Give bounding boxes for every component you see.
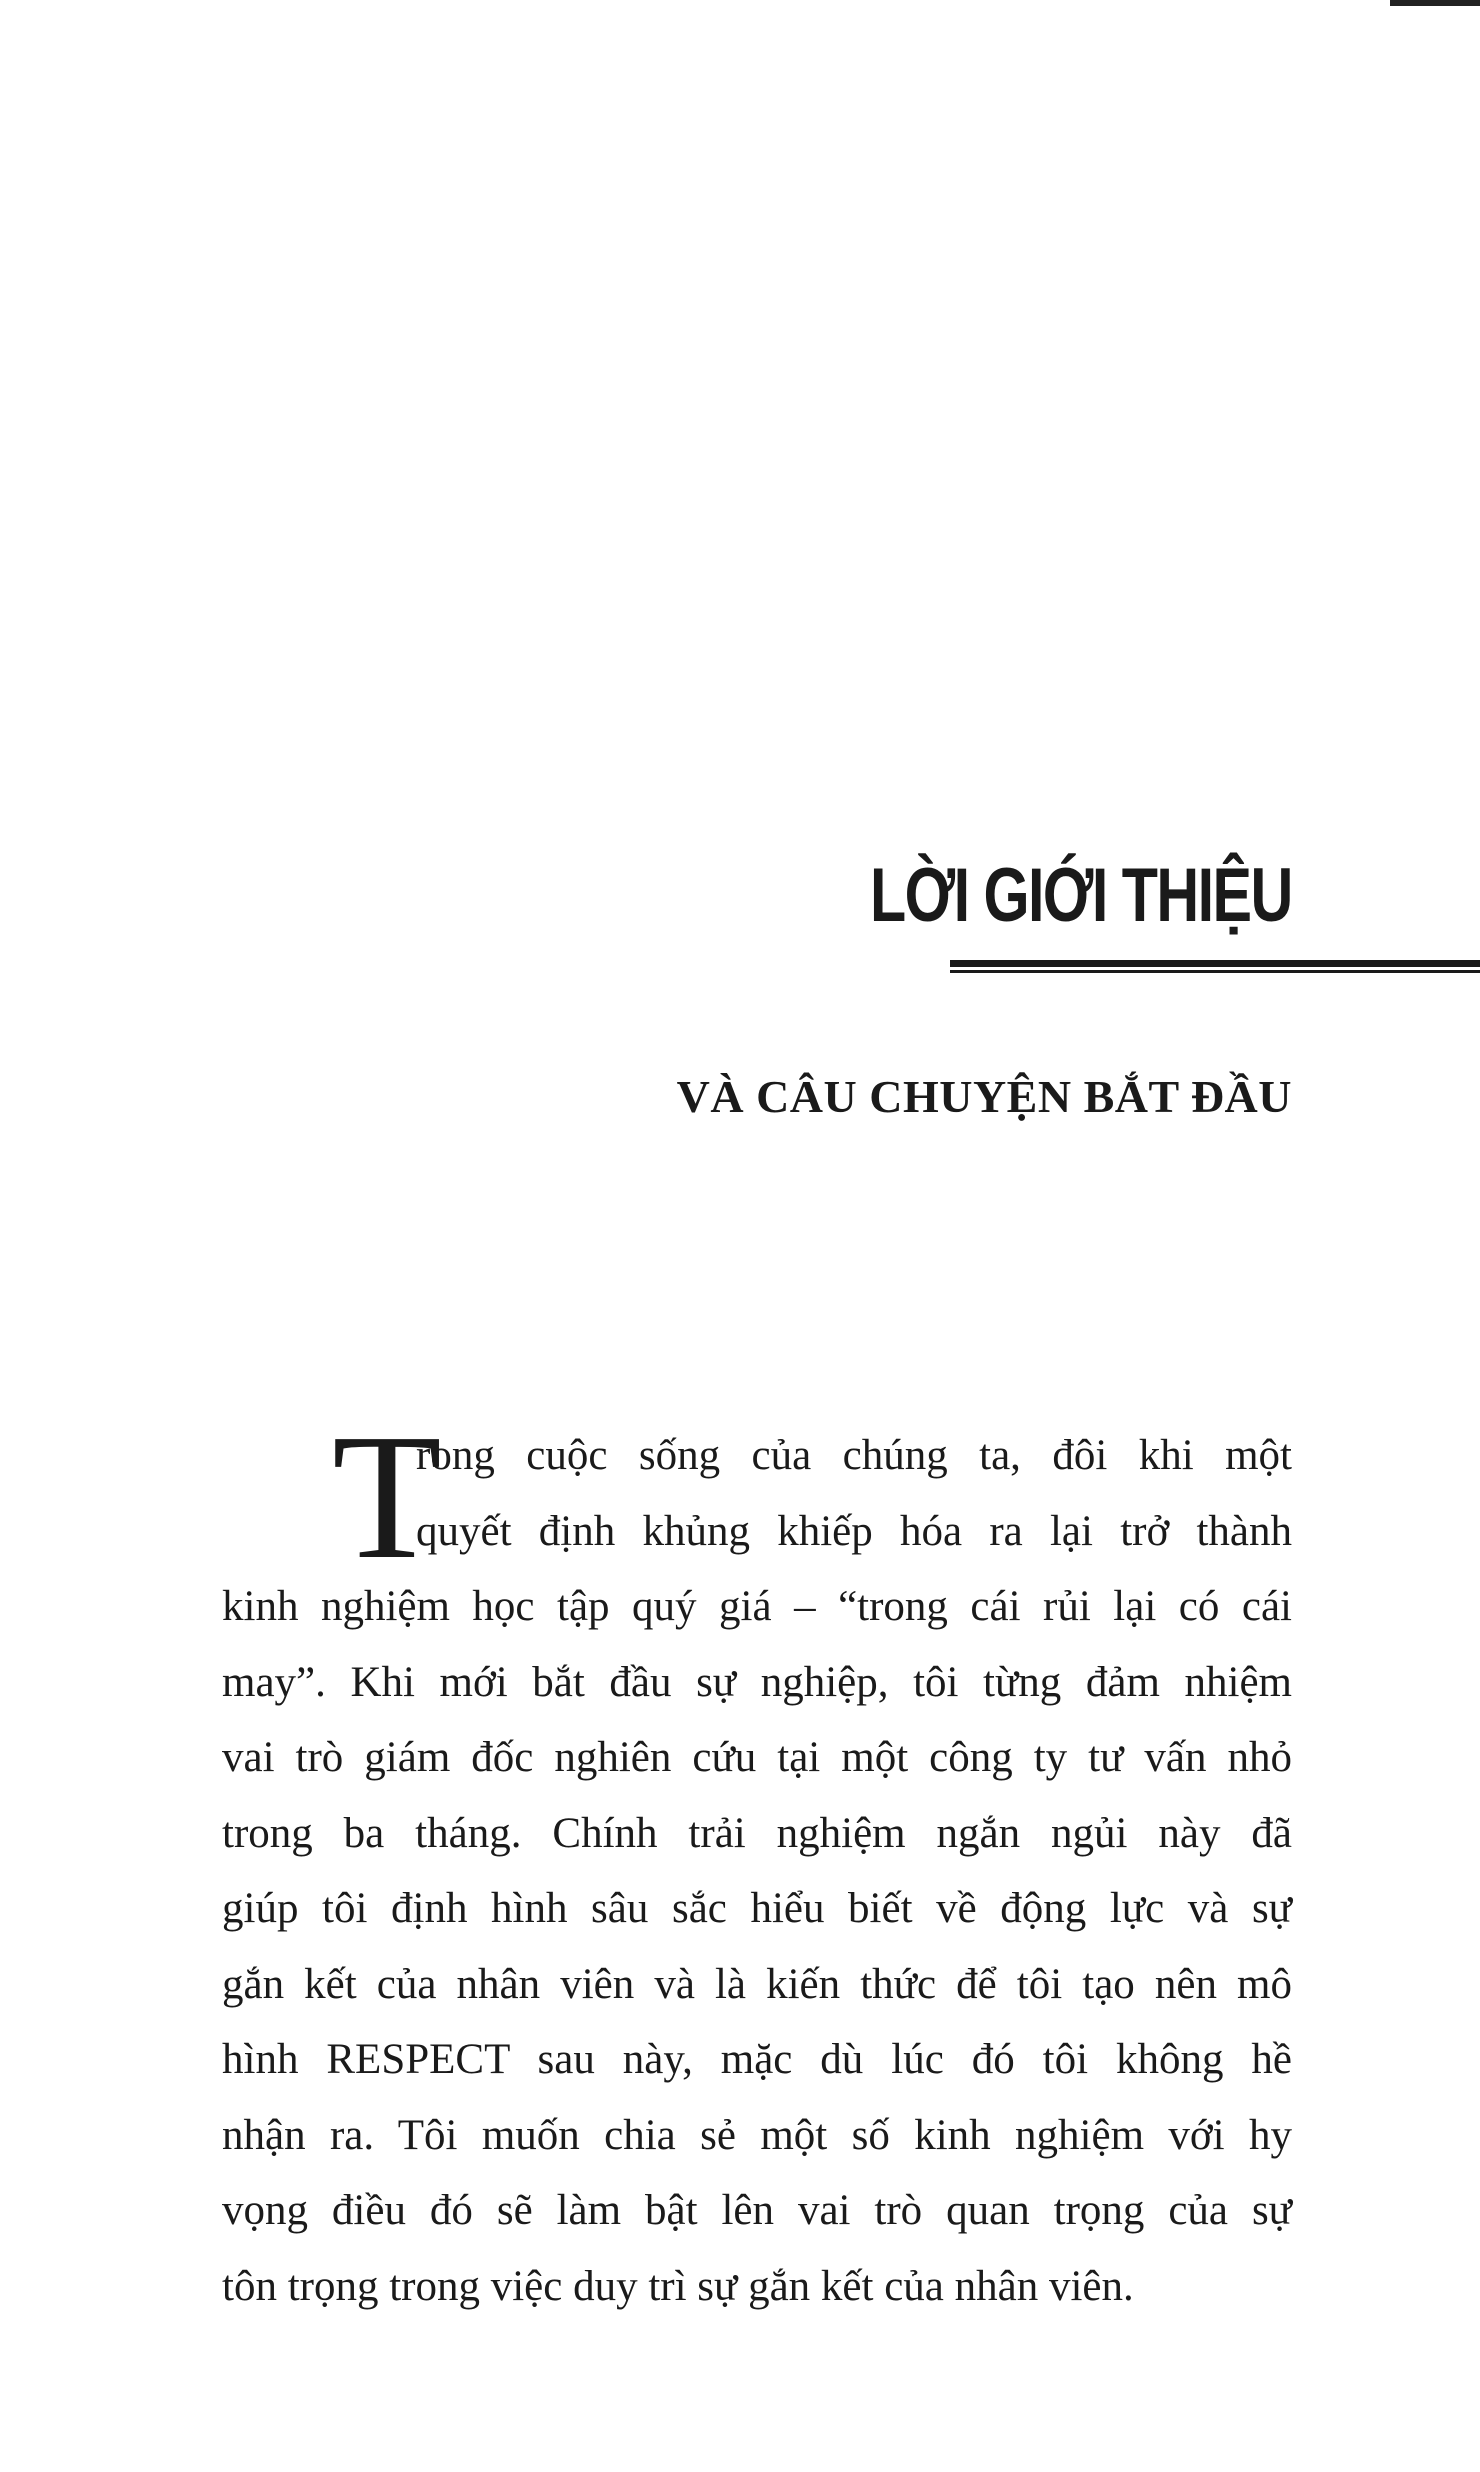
body-line: vọng điều đó sẽ làm bật lên vai trò quan trọng của sự: [222, 2187, 1292, 2234]
body-paragraph: [222, 1397, 1292, 2324]
title-double-rule: [950, 960, 1480, 974]
rule-thick-line: [950, 960, 1480, 967]
body-line: quyết định khủng khiếp hóa ra lại trở thành: [416, 1507, 1292, 1555]
body-line: vai trò giám đốc nghiên cứu tại một công ty tư vấn nhỏ: [222, 1734, 1292, 1781]
body-line: gắn kết của nhân viên và là kiến thức để tôi tạo nên mô: [222, 1960, 1292, 2008]
rule-thin-line: [950, 970, 1480, 973]
body-line: kinh nghiệm học tập quý giá – “trong cái rủi lại có cái: [222, 1583, 1292, 1630]
body-line: nhận ra. Tôi muốn chia sẻ một số kinh nghiệm với hy: [222, 2111, 1292, 2159]
body-line: hình RESPECT sau này, mặc dù lúc đó tôi không hề: [222, 2036, 1292, 2083]
drop-cap-letter: T: [332, 1397, 442, 1596]
body-line: may”. Khi mới bắt đầu sự nghiệp, tôi từng đảm nhiệm: [222, 1658, 1292, 1706]
body-line: giúp tôi định hình sâu sắc hiểu biết về động lực và sự: [222, 1885, 1292, 1932]
chapter-subtitle: VÀ CÂU CHUYỆN BẮT ĐẦU: [676, 1071, 1292, 1122]
body-line: rong cuộc sống của chúng ta, đôi khi một: [416, 1432, 1292, 1479]
body-line: tôn trọng trong việc duy trì sự gắn kết của nhân viên.: [222, 2262, 1134, 2310]
body-line: trong ba tháng. Chính trải nghiệm ngắn ngủi này đã: [222, 1809, 1292, 1857]
scan-edge-mark: [1390, 0, 1480, 6]
chapter-title: LỜI GIỚI THIỆU: [870, 853, 1292, 938]
